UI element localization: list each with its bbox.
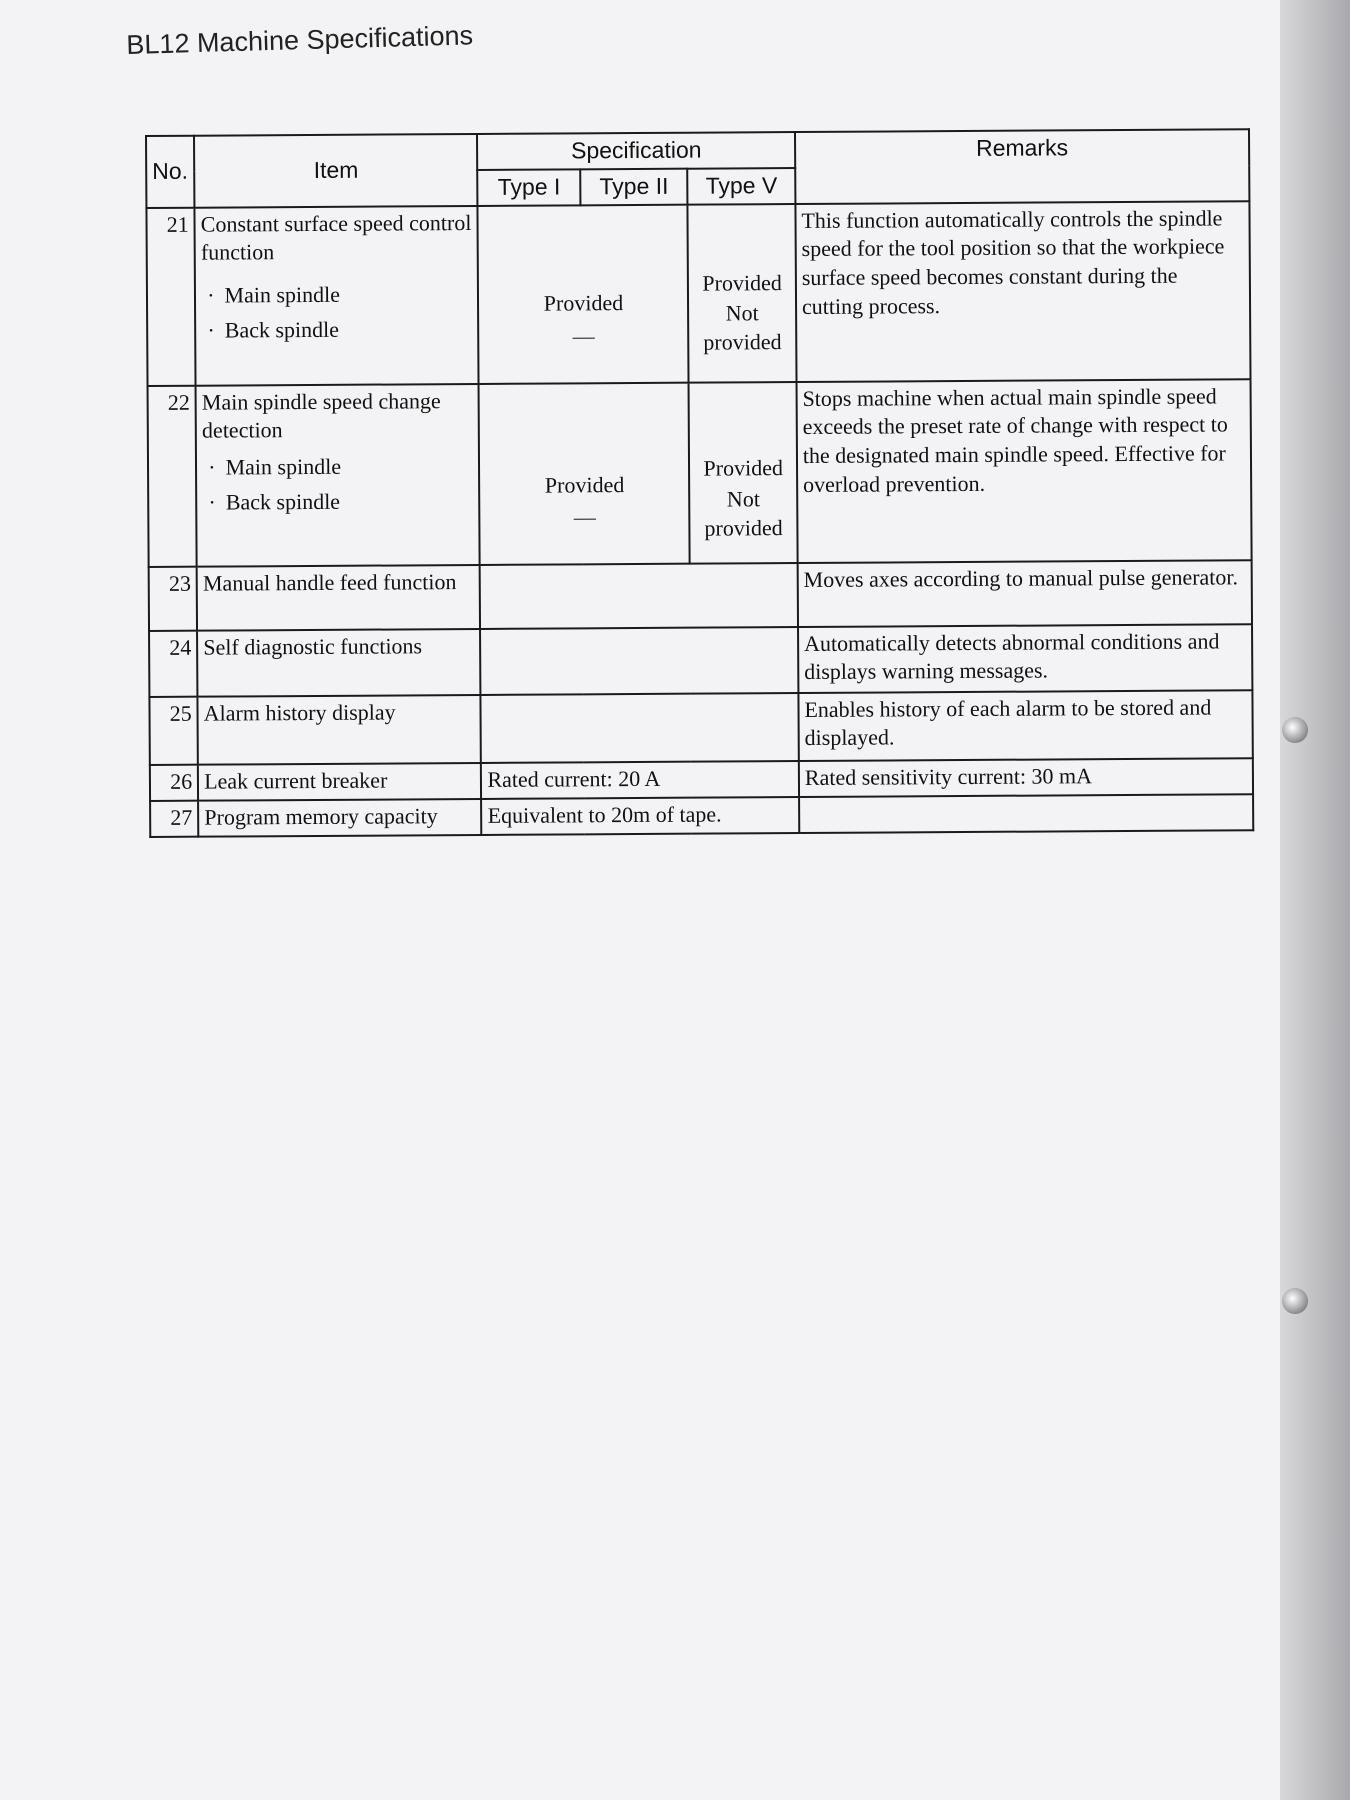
spec-type1-2: Provided — (478, 204, 689, 383)
row-item: Leak current breaker (198, 763, 481, 801)
row-spec (481, 627, 799, 695)
table-row (149, 624, 1252, 697)
header-item: Item (194, 134, 478, 208)
sub-item: · Back spindle (207, 316, 340, 343)
table-row (146, 201, 1250, 386)
row-item (196, 384, 480, 567)
row-spec (480, 563, 798, 629)
row-remarks: Enables history of each alarm to be stored and displayed. (798, 690, 1253, 761)
row-number: 24 (149, 630, 198, 696)
item-name: Constant surface speed control function (200, 209, 472, 266)
row-spec: Rated current: 20 A (481, 761, 799, 799)
row-remarks: Stops machine when actual main spindle speed exceeds the preset rate of change with respect to the designated main spindle speed. Effective for overload prevention. (796, 379, 1251, 563)
header-type1: Type I (478, 169, 581, 206)
row-number: 21 (146, 207, 195, 385)
row-number: 22 (148, 385, 197, 566)
table-row (149, 690, 1252, 765)
spec-table-wrapper (145, 128, 1254, 838)
spec-type1-2: Provided — (479, 382, 690, 564)
sub-item: · Main spindle (208, 453, 342, 480)
header-type5: Type V (688, 168, 796, 205)
row-spec (481, 693, 799, 763)
row-item: Self diagnostic functions (197, 629, 481, 697)
table-row (148, 379, 1252, 567)
spec-table (145, 128, 1254, 838)
row-item: Alarm history display (198, 695, 482, 765)
binder-ring-icon (1282, 1288, 1308, 1314)
header-remarks: Remarks (795, 129, 1250, 204)
header-no: No. (146, 136, 195, 208)
header-specification: Specification (477, 132, 795, 170)
row-remarks: Moves axes according to manual pulse generator. (798, 560, 1252, 627)
row-remarks (799, 794, 1253, 833)
row-number: 27 (150, 800, 198, 836)
row-spec: Equivalent to 20m of tape. (482, 797, 800, 835)
row-item (195, 206, 479, 386)
spec-type5: Provided Not provided (688, 204, 797, 383)
row-number: 25 (149, 696, 198, 764)
item-name: Main spindle speed change detection (201, 387, 441, 444)
row-number: 23 (149, 566, 198, 630)
row-remarks: Automatically detects abnormal conditions and displays warning messages. (798, 624, 1252, 693)
spec-type5: Provided Not provided (689, 382, 798, 564)
page-title: BL12 Machine Specifications (126, 20, 474, 60)
row-number: 26 (150, 764, 198, 800)
row-item: Manual handle feed function (197, 565, 481, 631)
page-edge-shadow (1280, 0, 1350, 1800)
row-remarks: This function automatically controls the spindle speed for the tool position so that the workpiece surface speed becomes constant during the cutting process. (795, 201, 1250, 382)
row-remarks: Rated sensitivity current: 30 mA (799, 758, 1253, 797)
table-row (150, 794, 1253, 837)
row-item: Program memory capacity (198, 799, 481, 837)
sub-item: · Main spindle (207, 281, 341, 308)
header-type2: Type II (580, 169, 688, 206)
sub-item: · Back spindle (208, 488, 341, 515)
binder-ring-icon (1282, 717, 1308, 743)
table-row (149, 560, 1252, 631)
